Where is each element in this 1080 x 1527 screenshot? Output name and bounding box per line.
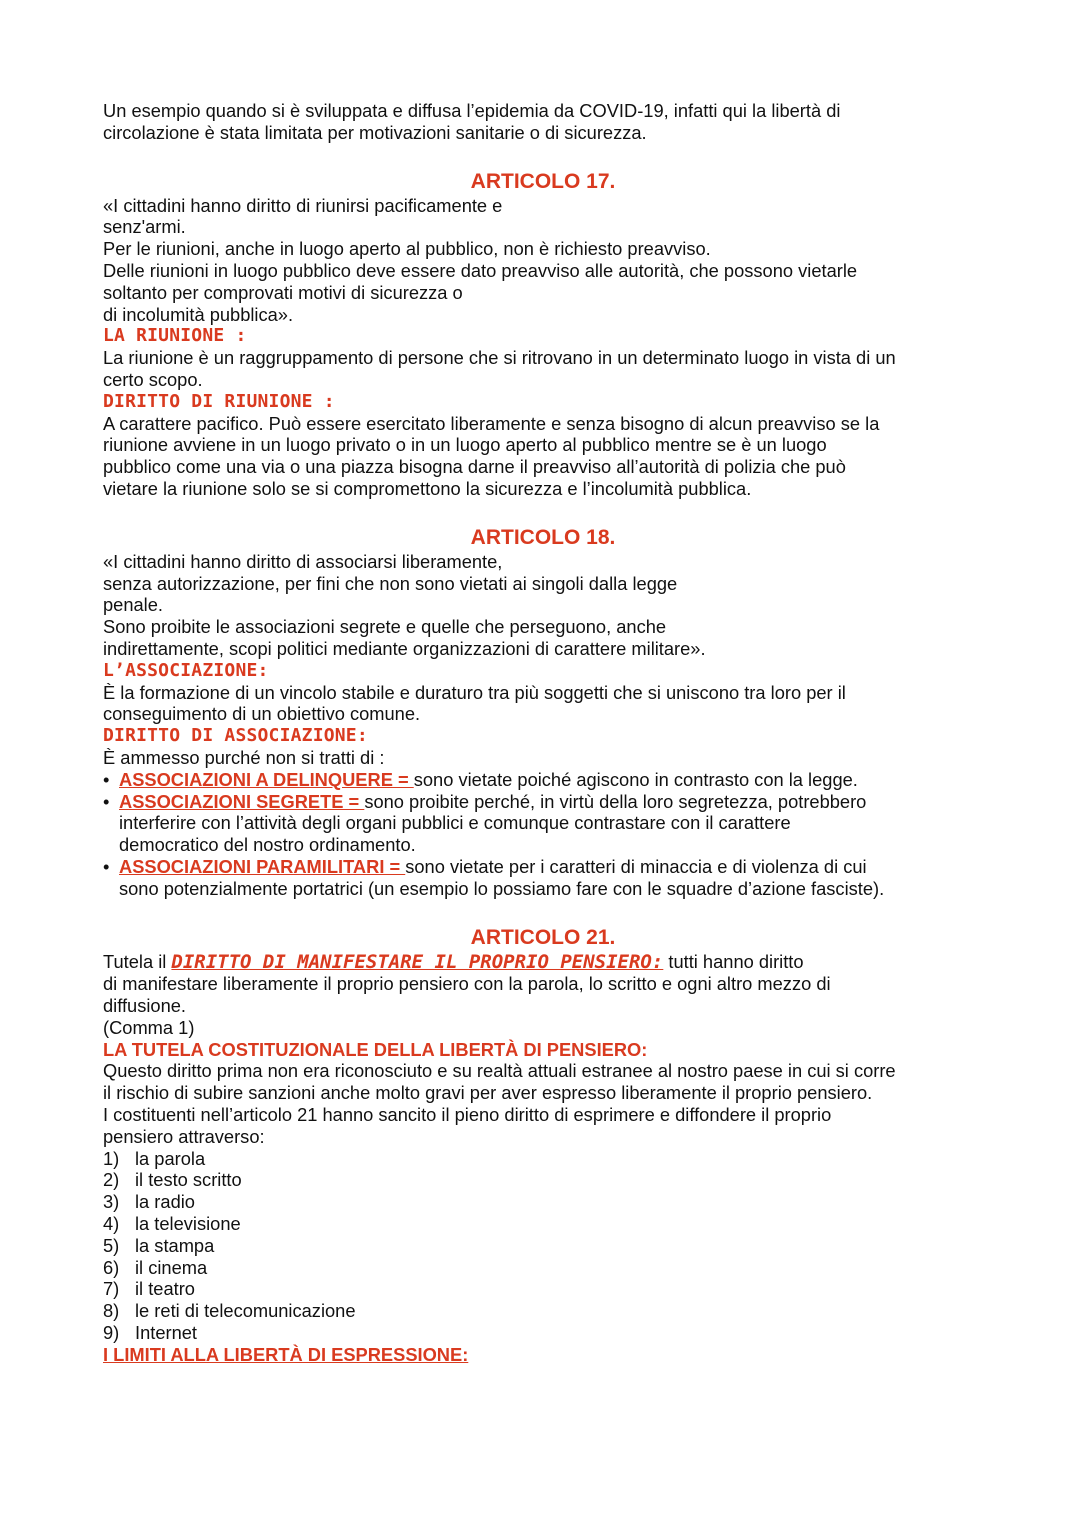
bullet-label: ASSOCIAZIONI A DELINQUERE =	[119, 768, 414, 790]
art17-quote-line: Per le riunioni, anche in luogo aperto al pubblico, non è richiesto preavviso.	[103, 238, 711, 260]
tutela-text-line: il rischio di subire sanzioni anche molto gravi per aver espresso liberamente il proprio pensiero.	[103, 1082, 873, 1104]
list-item: 2) il testo scritto	[103, 1169, 242, 1191]
intro-line: Un esempio quando si è sviluppata e diffusa l’epidemia da COVID-19, infatti qui la libertà di	[103, 100, 841, 121]
art18-quote-line: penale.	[103, 594, 163, 616]
art17-quote-line: soltanto per comprovati motivi di sicurezza o	[103, 281, 463, 303]
art21-key-phrase: DIRITTO DI MANIFESTARE IL PROPRIO PENSIERO:	[171, 950, 664, 973]
list-item: 1) la parola	[103, 1147, 206, 1169]
art18-quote-line: senza autorizzazione, per fini che non sono vietati ai singoli dalla legge	[103, 572, 678, 594]
diritto-riunione-line: A carattere pacifico. Può essere esercitato liberamente e senza bisogno di alcun preavviso se la	[103, 412, 880, 434]
art17-quote-line: senz'armi.	[103, 216, 186, 238]
article-18-title: ARTICOLO 18.	[470, 525, 616, 549]
art21-text-line: (Comma 1)	[103, 1016, 195, 1038]
bullet-text: interferire con l’attività degli organi pubblici e comunque contrastare con il carattere	[119, 812, 791, 834]
list-item: 6) il cinema	[103, 1256, 208, 1278]
limiti-heading: I LIMITI ALLA LIBERTÀ DI ESPRESSIONE:	[103, 1343, 469, 1365]
bullet-item	[103, 791, 983, 856]
art17-quote-line: «I cittadini hanno diritto di riunirsi pacificamente e	[103, 194, 503, 216]
list-item: 4) la televisione	[103, 1213, 241, 1235]
bullet-text: sono vietate per i caratteri di minaccia e di violenza di cui	[405, 855, 867, 877]
list-item: 5) la stampa	[103, 1234, 215, 1256]
diritto-riunione-heading: DIRITTO DI RIUNIONE :	[103, 390, 335, 412]
article-17-title: ARTICOLO 17.	[470, 169, 616, 193]
art17-quote-line: di incolumità pubblica».	[103, 303, 294, 325]
art21-post: tutti hanno diritto	[663, 950, 804, 972]
bullet-label: ASSOCIAZIONI PARAMILITARI =	[119, 855, 406, 877]
diritto-riunione-line: vietare la riunione solo se si compromettono la sicurezza e l’incolumità pubblica.	[103, 477, 752, 499]
list-item: 3) la radio	[103, 1191, 195, 1213]
diritto-associazione-heading: DIRITTO DI ASSOCIAZIONE:	[103, 725, 368, 747]
bullet-item	[103, 856, 983, 900]
art17-quote-line: Delle riunioni in luogo pubblico deve essere dato preavviso alle autorità, che possono vietarle	[103, 259, 858, 281]
bullet-item	[103, 769, 983, 791]
document-page	[103, 100, 983, 1366]
bullet-label: ASSOCIAZIONI SEGRETE =	[119, 790, 365, 812]
art21-text-line: diffusione.	[103, 995, 187, 1017]
riunione-text-line: La riunione è un raggruppamento di persone che si ritrovano in un determinato luogo in vista di un	[103, 347, 896, 369]
tutela-heading: LA TUTELA COSTITUZIONALE DELLA LIBERTÀ DI PENSIERO:	[103, 1038, 648, 1060]
list-item: 9) Internet	[103, 1322, 197, 1344]
art21-text-line: di manifestare liberamente il proprio pensiero con la parola, lo scritto e ogni altro mezzo di	[103, 973, 831, 995]
list-item: 7) il teatro	[103, 1278, 195, 1300]
article-21-title: ARTICOLO 21.	[470, 925, 616, 949]
associazione-heading: L’ASSOCIAZIONE:	[103, 659, 269, 681]
art18-quote-line: Sono proibite le associazioni segrete e quelle che perseguono, anche	[103, 616, 667, 638]
diritto-riunione-line: pubblico come una via o una piazza bisogna darne il preavviso all’autorità di polizia che può	[103, 456, 846, 478]
bullet-text: democratico del nostro ordinamento.	[119, 834, 416, 856]
art21-pre: Tutela il	[103, 950, 172, 972]
associazione-text-line: conseguimento di un obiettivo comune.	[103, 703, 421, 725]
diritto-associazione-lead: È ammesso purché non si tratti di :	[103, 746, 385, 768]
tutela-text-line: pensiero attraverso:	[103, 1125, 265, 1147]
riunione-text-line: certo scopo.	[103, 368, 203, 390]
intro-line: circolazione è stata limitata per motivazioni sanitarie o di sicurezza.	[103, 121, 647, 143]
art18-quote-line: «I cittadini hanno diritto di associarsi liberamente,	[103, 550, 503, 572]
associazione-text-line: È la formazione di un vincolo stabile e duraturo tra più soggetti che si uniscono tra loro per il	[103, 681, 846, 703]
bullet-text: sono potenzialmente portatrici (un esempio lo possiamo fare con le squadre d’azione fasciste).	[119, 877, 885, 899]
bullet-text: sono vietate poiché agiscono in contrasto con la legge.	[413, 768, 858, 790]
art18-quote-line: indirettamente, scopi politici mediante organizzazioni di carattere militare».	[103, 637, 706, 659]
riunione-heading: LA RIUNIONE :	[103, 325, 247, 347]
diritto-riunione-line: riunione avviene in un luogo privato o in un luogo aperto al pubblico mentre se è un luogo	[103, 434, 827, 456]
tutela-text-line: I costituenti nell’articolo 21 hanno sancito il pieno diritto di esprimere e diffondere il proprio	[103, 1104, 832, 1126]
tutela-text-line: Questo diritto prima non era riconosciuto e su realtà attuali estranee al nostro paese in cui si corre	[103, 1060, 896, 1082]
list-item: 8) le reti di telecomunicazione	[103, 1300, 356, 1322]
bullet-text: sono proibite perché, in virtù della loro segretezza, potrebbero	[364, 790, 867, 812]
